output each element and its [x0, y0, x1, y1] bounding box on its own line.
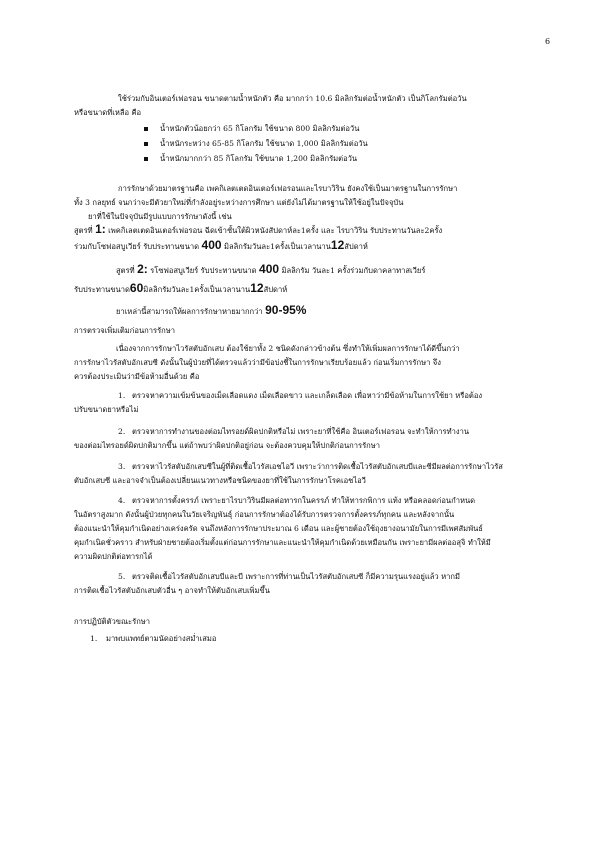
bullet-icon	[144, 142, 148, 146]
formula-weeks: 12	[250, 281, 264, 295]
formula-dose: 400	[259, 262, 280, 276]
formula-prefix: สูตรที่	[74, 226, 93, 235]
paragraph-line: หรือขนาดที่เหลือ คือ	[74, 108, 142, 117]
bullet-item: น้ำหนักตัวน้อยกว่า 65 กิโลกรัม ใช้ขนาด 800 มิลลิกรัมต่อวัน	[160, 124, 360, 133]
section-title: การปฏิบัติตัวขณะรักษา	[74, 617, 151, 626]
formula-text: มิลลิกรัมวันละ1ครั้งเป็นเวลานาน	[223, 242, 331, 251]
formula-number: 2:	[137, 262, 148, 276]
list-item-number: 2.	[118, 427, 126, 436]
list-item: ตับอักเสบซี และอาจจำเป็นต้องเปลี่ยนแนวทางหรือชนิดของยาที่ใช้ในการรักษาโรคเอชไอวี	[74, 476, 366, 485]
list-item: ตรวจหาการทำงานของต่อมไทรอยด์ผิดปกติหรือไม่ เพราะยาที่ใช้คือ อินเตอร์เฟอรอน จะทำให้การทำงาน	[132, 427, 470, 436]
formula-text: รโซฟอสบูเวียร์ รับประทานขนาด	[150, 266, 257, 275]
formula-1-line-2	[74, 240, 368, 252]
formula-prefix: สูตรที่	[116, 266, 135, 275]
bullet-item: น้ำหนักมากกว่า 85 กิโลกรัม ใช้ขนาด 1,200 มิลลิกรัมต่อวัน	[160, 154, 358, 163]
list-item-number: 3.	[118, 462, 126, 471]
paragraph-line: เนื่องจากการรักษาไวรัสตับอักเสบ ต้องใช้ยาทั้ง 2 ชนิดดังกล่าวข้างต้น ซึ่งทำให้เพิ่มผลการรักษาได้ดีขึ้นกว่า	[116, 344, 460, 353]
paragraph-line: ยาที่ใช้ในปัจจุบันมีรูปแบบการรักษาดังนี้ เช่น	[88, 212, 232, 221]
list-item: ตรวจหาความเข้มข้นของเม็ดเลือดแดง เม็ดเลือดขาว และเกล็ดเลือด เพื่อหาว่ามีข้อห้ามในการใช้ยา หรือต้อง	[132, 391, 483, 400]
paragraph-line: ใช้ร่วมกับอินเตอร์เฟอรอน ขนาดตามน้ำหนักตัว คือ มากกว่า 10.6 มิลลิกรัมต่อน้ำหนักตัว เป็นกิโลกรัมต่อวัน	[118, 94, 467, 103]
list-item-number: 5.	[118, 572, 126, 581]
formula-dose: 400	[201, 238, 222, 252]
list-item: ความผิดปกติต่อทารกได้	[74, 552, 153, 561]
formula-1-line-1	[74, 224, 442, 236]
formula-text: มิลลิกรัมวันละ1ครั้งเป็นเวลานาน	[143, 285, 251, 294]
bullet-item: น้ำหนักระหว่าง 65-85 กิโลกรัม ใช้ขนาด 1,000 มิลลิกรัมต่อวัน	[160, 139, 368, 148]
formula-number: 1:	[95, 222, 106, 236]
formula-text: สัปดาห์	[344, 242, 368, 251]
cure-rate-line	[116, 305, 306, 317]
list-item: ปรับขนาดยาหรือไม่	[74, 405, 139, 414]
paragraph-line: ทั้ง 3 กลยุทธ์ จนกว่าจะมีตัวยาใหม่ที่กำลังอยู่ระหว่างการศึกษา แต่ยังไม่ได้มาตรฐานให้ใช้อยู่ในปัจจุบัน	[74, 198, 404, 207]
list-item-number: 1.	[118, 391, 126, 400]
formula-2-line-2	[74, 283, 287, 295]
list-item: ต้องแนะนำให้คุมกำเนิดอย่างเคร่งครัด จนถึงหลังการรักษาประมาณ 6 เดือน และผู้ชายต้องใช้ถุงยางอนามัยในการมีเพศสัมพันธ์	[74, 524, 483, 533]
list-item: ของต่อมไทรอยด์ผิดปกติมากขึ้น แต่ถ้าพบว่าผิดปกติอยู่ก่อน จะต้องควบคุมให้ปกติก่อนการรักษา	[74, 441, 381, 450]
formula-text: สัปดาห์	[263, 285, 288, 294]
formula-text: เพคกิเลตเตดอินเตอร์เฟอรอน ฉีดเข้าชั้นใต้ผิวหนังสัปดาห์ละ1ครั้ง และ ไรบาวิริน รับประทานวันละ2ครั้ง	[108, 226, 443, 235]
list-item: ตรวจหาการตั้งครรภ์ เพราะยาไรบาวิรินมีผลต่อทารกในครรภ์ ทำให้ทารกพิการ แท้ง หรือคลอดก่อนกำหนด	[132, 496, 476, 505]
list-item-number: 4.	[118, 496, 126, 505]
formula-text: รับประทานขนาด	[74, 285, 130, 294]
list-item: ตรวจติดเชื้อไวรัสตับอักเสบบีและบี เพราะการที่ท่านเป็นไวรัสตับอักเสบซี ก็มีความรุนแรงอยู่แล้ว หากมี	[132, 572, 460, 581]
list-item: มาพบแพทย์ตามนัดอย่างสม่ำเสมอ	[106, 634, 217, 643]
formula-weeks: 12	[330, 238, 345, 252]
paragraph-line: การรักษาไวรัสตับอักเสบซี ดังนั้นในผู้ป่วยที่ได้ตรวจแล้วว่ามีข้อบ่งชี้ในการรักษาเรียบร้อยแล้ว ก่อนเริ่มการรักษา จึง	[74, 358, 441, 367]
list-item: ตรวจหาไวรัสตับอักเสบซีในผู้ที่ติดเชื้อไวรัสเอชไอวี เพราะว่าการติดเชื้อไวรัสตับอักเสบบีและซีมีผลต่อการรักษาไวรัส	[132, 462, 503, 471]
formula-text: มิลลิกรัม วันละ1 ครั้งร่วมกับดาคลาทาสเวียร์	[281, 266, 426, 275]
list-item: คุมกำเนิดชั่วคราว สำหรับฝ่ายชายต้องเริ่มตั้งแต่ก่อนการรักษาและแนะนำให้คุมกำเนิดด้วยเหมือนกัน เพราะยามีผลต่ออสุจิ ทำให้มี	[74, 538, 491, 547]
page-number: 6	[545, 37, 551, 46]
formula-2-line-1	[116, 264, 425, 276]
section-title: การตรวจเพิ่มเติมก่อนการรักษา	[74, 326, 176, 335]
formula-dose: 60	[129, 281, 144, 295]
cure-rate-value: 90-95%	[265, 303, 307, 317]
list-item-number: 1.	[90, 634, 98, 643]
paragraph-line: ควรต้องประเมินว่ามีข้อห้ามอื่นด้วย คือ	[74, 372, 200, 381]
list-item: การติดเชื้อไวรัสตับอักเสบตัวอื่น ๆ อาจทำให้ตับอักเสบเพิ่มขึ้น	[74, 586, 270, 595]
bullet-icon	[144, 157, 148, 161]
formula-text: ร่วมกับโซฟอสบูเวียร์ รับประทานขนาด	[74, 242, 200, 251]
paragraph-line: การรักษาด้วยมาตรฐานคือ เพคกิเลตเตดอินเตอร์เฟอรอนและไรบาวิริน ยังคงใช้เป็นมาตรฐานในการรักษา	[118, 184, 458, 193]
list-item: ในอัตราสูงมาก ดังนั้นผู้ป่วยทุกคนในวัยเจริญพันธุ์ ก่อนการรักษาต้องได้รับการตรวจการตั้งครรภ์ทุกคน และหลังจากนั้น	[74, 510, 455, 519]
cure-rate-text: ยาเหล่านี้สามารถให้ผลการรักษาหายมากกว่า	[116, 307, 263, 316]
bullet-icon	[144, 127, 148, 131]
